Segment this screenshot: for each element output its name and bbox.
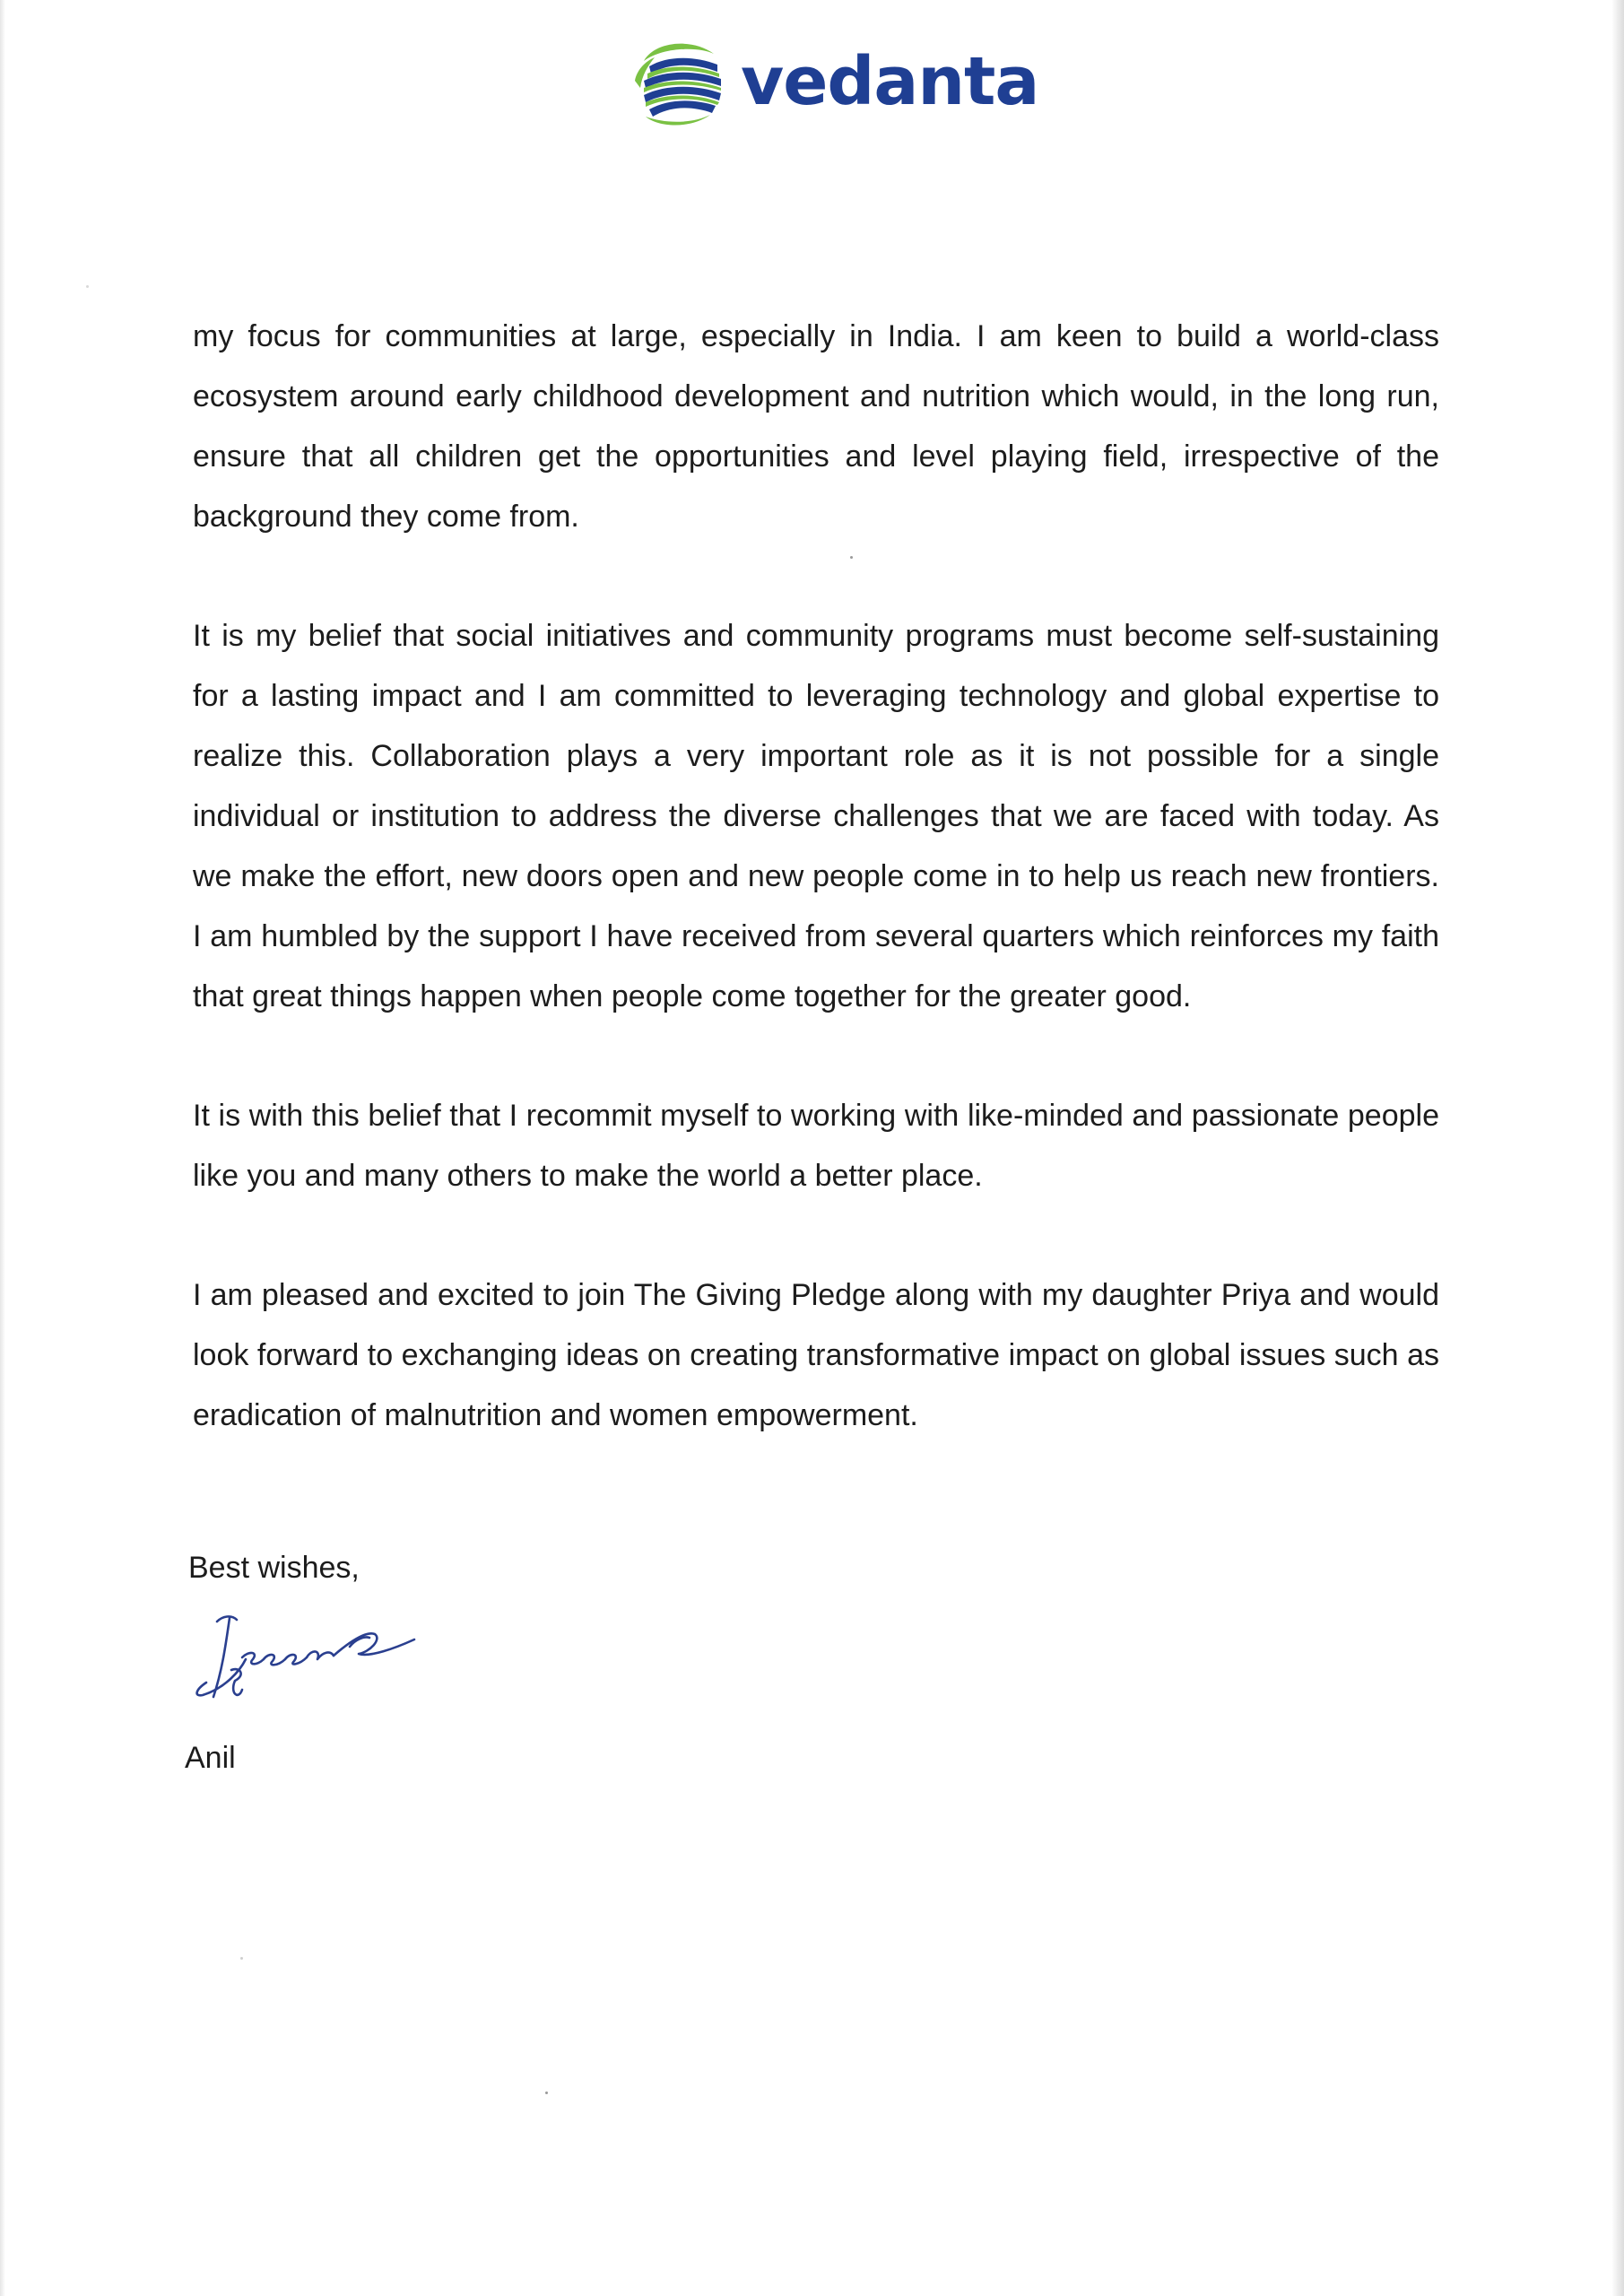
body-paragraph: my focus for communities at large, especially in India. I am keen to build a world-class ecosystem around early childhood development and nutrition which would, in the long run, ensure that all children get the opportunities and level playing field, irrespective of the background they come from.: [193, 319, 1439, 534]
handwritten-signature-icon: [190, 1607, 459, 1706]
scan-speck: [240, 1957, 243, 1960]
scan-edge-left: [0, 0, 5, 2296]
scan-speck: [86, 285, 89, 288]
body-paragraph: I am pleased and excited to join The Giving Pledge along with my daughter Priya and would look forward to exchanging ideas on creating transformative impact on global issues such as eradication of malnutrition and women empowerment.: [193, 1278, 1439, 1432]
body-paragraph: It is with this belief that I recommit myself to working with like-minded and passionate people like you and many others to make the world a better place.: [193, 1099, 1439, 1193]
vedanta-logo-mark-icon: [628, 34, 728, 135]
scan-speck: [850, 556, 853, 559]
body-paragraph: It is my belief that social initiatives and community programs must become self-sustaining for a lasting impact and I am committed to leveraging technology and global expertise to realize this. Collaboration plays a very important role as it is not possible for a single individual or institution to address the diverse challenges that we are faced with today. As we make the effort, new doors open and new people come in to help us reach new frontiers. I am humbled by the support I have received from several quarters which reinforces my faith that great things happen when people come together for the greater good.: [193, 619, 1439, 1013]
brand-wordmark: vedanta: [741, 43, 1039, 120]
letter-body: [193, 307, 1439, 1505]
letterhead-logo: [628, 34, 1039, 135]
signatory-name: Anil: [185, 1741, 236, 1775]
closing-salutation: Best wishes,: [188, 1551, 360, 1585]
scan-speck: [545, 2092, 548, 2094]
scan-edge-right: [1611, 0, 1624, 2296]
